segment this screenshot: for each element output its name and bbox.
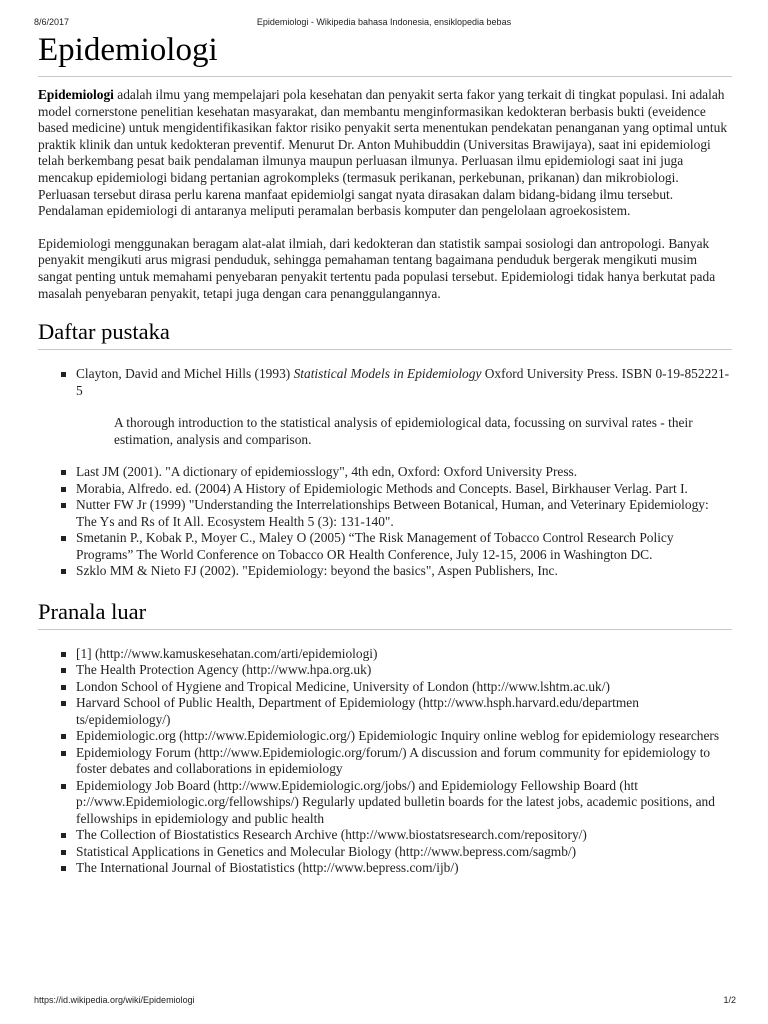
external-link-item[interactable] bbox=[38, 679, 732, 696]
external-link-item[interactable] bbox=[38, 827, 732, 844]
bullet-icon bbox=[61, 701, 66, 706]
external-link[interactable]: Harvard School of Public Health, Department of Epidemiology (http://www.hsph.harvard.edu/departmen ts/epidemiology/) bbox=[76, 695, 639, 727]
bullet-icon bbox=[61, 833, 66, 838]
external-link-item[interactable] bbox=[38, 860, 732, 877]
bullet-icon bbox=[61, 487, 66, 492]
external-link[interactable]: London School of Hygiene and Tropical Medicine, University of London (http://www.lshtm.ac.uk/) bbox=[76, 678, 610, 694]
bibliography-heading: Daftar pustaka bbox=[38, 319, 170, 345]
external-link-item[interactable] bbox=[38, 778, 732, 828]
print-page-title: Epidemiologi - Wikipedia bahasa Indonesia, ensiklopedia bebas bbox=[256, 17, 512, 27]
bibliography-item-text: Szklo MM & Nieto FJ (2002). "Epidemiology: beyond the basics", Aspen Publishers, Inc. bbox=[76, 563, 558, 579]
external-link[interactable]: [1] (http://www.kamuskesehatan.com/arti/epidemiologi) bbox=[76, 645, 378, 661]
bibliography-item bbox=[38, 497, 732, 530]
bullet-icon bbox=[61, 866, 66, 871]
bibliography-item-text: Smetanin P., Kobak P., Moyer C., Maley O (2005) “The Risk Management of Tobacco Control Research Policy Programs” The World Conference on Tobacco OR Health Conference, July 12-15, 2006 in Washington DC. bbox=[76, 530, 674, 562]
second-paragraph: Epidemiologi menggunakan beragam alat-alat ilmiah, dari kedokteran dan statistik sampai sosiologi dan antropologi. Banyak penyakit mengikuti arus migrasi penduduk, sehingga pemahaman tentang bagaimana penduduk bergerak mengikuti musim sangat penting untuk memahami penyebaran penyakit tertentu pada populasi tersebut. Epidemiologi tidak hanya berkutat pada masalah penyebaran penyakit, tetapi juga dengan cara penanggulangannya. bbox=[38, 235, 716, 301]
bullet-icon bbox=[61, 751, 66, 756]
bullet-icon bbox=[61, 569, 66, 574]
title-divider bbox=[38, 76, 732, 77]
external-link[interactable]: The Health Protection Agency (http://www.hpa.org.uk) bbox=[76, 662, 372, 678]
bullet-icon bbox=[61, 784, 66, 789]
bibliography-item-text: Last JM (2001). "A dictionary of epidemiosslogy", 4th edn, Oxford: Oxford University Press. bbox=[76, 464, 578, 480]
external-link[interactable]: The Collection of Biostatistics Research Archive (http://www.biostatsresearch.com/repository/) bbox=[76, 827, 587, 843]
bullet-icon bbox=[61, 470, 66, 475]
bullet-icon bbox=[61, 850, 66, 855]
external-links-divider bbox=[38, 629, 732, 630]
citation-annotation: A thorough introduction to the statistical analysis of epidemiological data, focussing on survival rates - their estimation, analysis and comparison. bbox=[114, 415, 693, 447]
bibliography-item-text: Nutter FW Jr (1999) "Understanding the Interrelationships Between Botanical, Human, and Veterinary Epidemiology: The Ys and Rs of It All. Ecosystem Health 5 (3): 131-140". bbox=[76, 497, 709, 529]
external-link-item[interactable] bbox=[38, 662, 732, 679]
bullet-icon bbox=[61, 536, 66, 541]
citation-publisher: Oxford University Press. ISBN 0-19-852221-5 bbox=[76, 366, 730, 398]
intro-bold-term: Epidemiologi bbox=[38, 87, 114, 102]
bibliography-item bbox=[38, 563, 732, 580]
citation-title: Statistical Models in Epidemiology bbox=[293, 366, 482, 382]
bibliography-item bbox=[38, 366, 732, 399]
external-link[interactable]: Epidemiology Job Board (http://www.Epidemiologic.org/jobs/) and Epidemiology Fellowship Board (htt p://www.Epidemiologic.org/fellowships/) Regularly updated bulletin boards for the latest jobs, academic positions, and fellowships in epidemiology and public health bbox=[76, 777, 715, 826]
external-link-item[interactable] bbox=[38, 745, 732, 778]
external-link[interactable]: Statistical Applications in Genetics and Molecular Biology (http://www.bepress.com/sagmb/) bbox=[76, 843, 577, 859]
external-link[interactable]: The International Journal of Biostatistics (http://www.bepress.com/ijb/) bbox=[76, 860, 459, 876]
bibliography-list bbox=[38, 366, 732, 399]
bullet-icon bbox=[61, 372, 66, 377]
bullet-icon bbox=[61, 734, 66, 739]
print-header bbox=[0, 17, 768, 29]
bullet-icon bbox=[61, 685, 66, 690]
citation-authors: Clayton, David and Michel Hills (1993) bbox=[76, 366, 294, 382]
bibliography-item bbox=[38, 464, 732, 481]
external-link-item[interactable] bbox=[38, 646, 732, 663]
bibliography-item bbox=[38, 481, 732, 498]
article-title: Epidemiologi bbox=[38, 32, 218, 68]
intro-text: adalah ilmu yang mempelajari pola kesehatan dan penyakit serta fakor yang terkait di tingkat populasi. Ini adalah model cornerstone penelitian kesehatan masyarakat, dan membantu menginformasikan kedokteran berbasis bukti (eveidence based medicine) untuk mengidentifikasikan faktor risiko penyakit serta menentukan pendekatan penanganan yang optimal untuk praktik klinik dan untuk kedokteran preventif. Menurut Dr. Anton Muhibuddin (Universitas Brawijaya), saat ini epidemiologi telah berkembang pesat baik pendalaman ilmunya maupun perluasan ilmunya. Perluasan ilmu epidemiologi saat ini juga mencakup epidemiologi bidang pertanian agrokompleks (termasuk perikanan, perkebunan, prikanan) dan mikrobiologi. Perluasan tersebut dirasa perlu karena manfaat epidemiolgi sangat nyata dirasakan dalam bidang-bidang ilmu tersebut. Pendalaman epidemiologi di antaranya meliputi peramalan berbasis komputer dan pengelolaan agroekosistem. bbox=[38, 87, 728, 219]
intro-paragraph bbox=[38, 87, 732, 220]
external-link[interactable]: Epidemiology Forum (http://www.Epidemiologic.org/forum/) A discussion and forum community for epidemiology to foster debates and collaborations in epidemiology bbox=[76, 744, 711, 777]
article-content bbox=[38, 30, 732, 877]
print-url: https://id.wikipedia.org/wiki/Epidemiologi bbox=[34, 995, 195, 1005]
external-link-item[interactable] bbox=[38, 695, 732, 728]
external-links-list bbox=[38, 646, 732, 877]
bullet-icon bbox=[61, 668, 66, 673]
bibliography-item-text: Morabia, Alfredo. ed. (2004) A History of Epidemiologic Methods and Concepts. Basel, Birkhauser Verlag. Part I. bbox=[76, 480, 688, 496]
bullet-icon bbox=[61, 503, 66, 508]
bibliography-divider bbox=[38, 349, 732, 350]
external-link-item[interactable] bbox=[38, 728, 732, 745]
print-page-number: 1/2 bbox=[723, 995, 736, 1005]
print-footer bbox=[0, 995, 768, 1007]
bibliography-item bbox=[38, 530, 732, 563]
print-date: 8/6/2017 bbox=[34, 17, 70, 27]
bibliography-list-continued bbox=[38, 464, 732, 580]
external-link-item[interactable] bbox=[38, 844, 732, 861]
external-links-heading: Pranala luar bbox=[38, 598, 147, 624]
bullet-icon bbox=[61, 652, 66, 657]
external-link[interactable]: Epidemiologic.org (http://www.Epidemiologic.org/) Epidemiologic Inquiry online weblog for epidemiology researchers bbox=[76, 728, 720, 744]
